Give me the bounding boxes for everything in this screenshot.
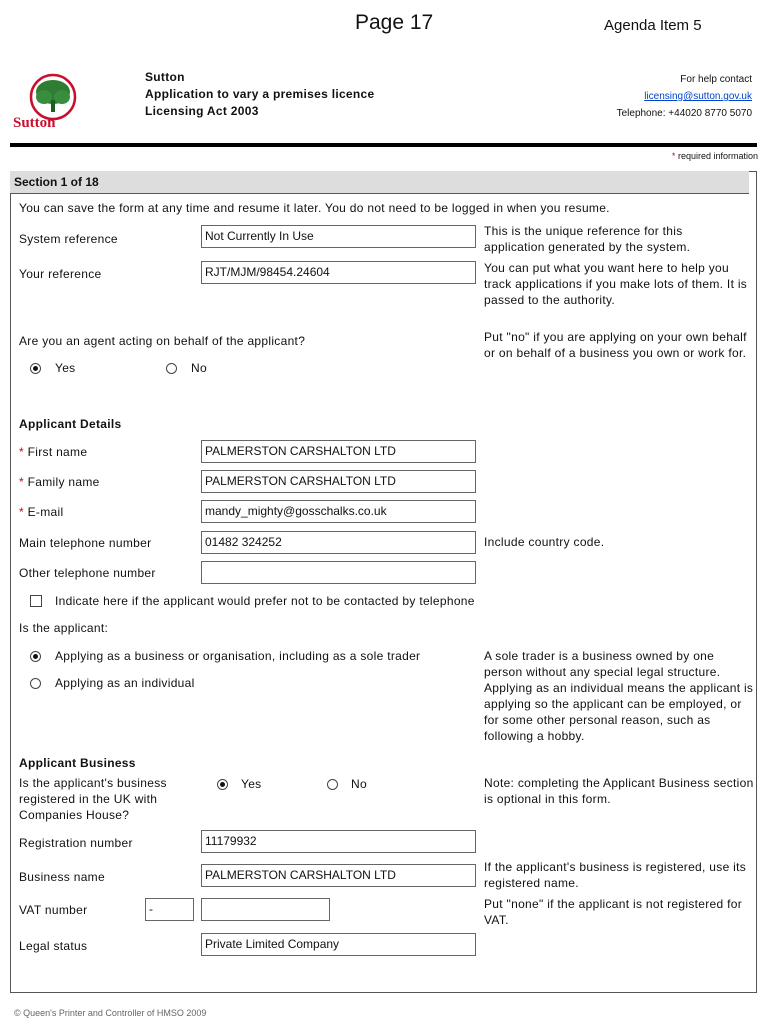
registered-question: Is the applicant's business registered in the UK with Companies House?: [19, 776, 167, 822]
vat-note: Put "none" if the applicant is not registered for VAT.: [484, 897, 743, 927]
main-phone-note: Include country code.: [484, 535, 605, 549]
vat-label: VAT number: [19, 903, 88, 917]
applicant-type-note: A sole trader is a business owned by one person without any special legal structure. Applying as an individual means the applicant is applying so the applicant can be employed, or for some other personal reason, such as following a hobby.: [484, 649, 754, 743]
applicant-type-question: Is the applicant:: [19, 621, 109, 635]
section-title: Section 1 of 18: [10, 171, 749, 194]
system-ref-input[interactable]: Not Currently In Use: [201, 225, 476, 248]
registered-yes-label: Yes: [241, 777, 262, 791]
legal-status-input[interactable]: Private Limited Company: [201, 933, 476, 956]
individual-option-label: Applying as an individual: [55, 676, 195, 690]
family-name-input[interactable]: PALMERSTON CARSHALTON LTD: [201, 470, 476, 493]
act-name: Licensing Act 2003: [145, 104, 259, 118]
council-name: Sutton: [145, 70, 185, 84]
system-ref-label: System reference: [19, 232, 118, 246]
agent-no-radio[interactable]: [166, 363, 177, 374]
applicant-details-heading: Applicant Details: [19, 417, 122, 431]
individual-radio[interactable]: [30, 678, 41, 689]
reg-number-input[interactable]: 11179932: [201, 830, 476, 853]
agent-note: Put "no" if you are applying on your own behalf or on behalf of a business you own or work for.: [484, 330, 747, 360]
other-phone-label: Other telephone number: [19, 566, 156, 580]
legal-status-label: Legal status: [19, 939, 88, 953]
your-ref-note: You can put what you want here to help you track applications if you make lots of them. It is passed to the authority.: [484, 261, 748, 307]
registered-yes-radio[interactable]: [217, 779, 228, 790]
agent-yes-label: Yes: [55, 361, 76, 375]
header-divider: [10, 143, 757, 147]
email-label: * E-mail: [19, 505, 64, 519]
tree-icon: [31, 75, 75, 119]
your-ref-input[interactable]: RJT/MJM/98454.24604: [201, 261, 476, 284]
help-contact: [617, 71, 752, 122]
business-radio[interactable]: [30, 651, 41, 662]
agent-question: Are you an agent acting on behalf of the applicant?: [19, 334, 306, 348]
page-number: Page 17: [355, 11, 434, 34]
form-title: Application to vary a premises licence: [145, 87, 375, 101]
main-phone-label: Main telephone number: [19, 536, 152, 550]
email-input[interactable]: mandy_mighty@gosschalks.co.uk: [201, 500, 476, 523]
no-phone-contact-label: Indicate here if the applicant would prefer not to be contacted by telephone: [55, 594, 475, 608]
business-name-label: Business name: [19, 870, 105, 884]
your-ref-label: Your reference: [19, 267, 102, 281]
main-phone-input[interactable]: 01482 324252: [201, 531, 476, 554]
council-logo: [11, 70, 125, 130]
vat-number-input[interactable]: [201, 898, 330, 921]
agent-yes-radio[interactable]: [30, 363, 41, 374]
applicant-business-heading: Applicant Business: [19, 756, 136, 770]
registered-no-radio[interactable]: [327, 779, 338, 790]
registered-note: Note: completing the Applicant Business section is optional in this form.: [484, 776, 754, 806]
system-ref-note: This is the unique reference for this application generated by the system.: [484, 224, 691, 254]
no-phone-contact-checkbox[interactable]: [30, 595, 42, 607]
logo-text: Sutton: [13, 115, 56, 130]
form-header: [145, 69, 375, 120]
other-phone-input[interactable]: [201, 561, 476, 584]
help-phone: Telephone: +44020 8770 5070: [616, 108, 752, 119]
footer-copyright: © Queen's Printer and Controller of HMSO 2009: [14, 1008, 207, 1018]
first-name-label: * First name: [19, 445, 88, 459]
reg-number-label: Registration number: [19, 836, 133, 850]
agent-no-label: No: [191, 361, 207, 375]
family-name-label: * Family name: [19, 475, 100, 489]
required-info-note: * required information: [671, 151, 758, 161]
vat-prefix-input[interactable]: -: [145, 898, 194, 921]
business-option-label: Applying as a business or organisation, including as a sole trader: [55, 649, 421, 663]
section-intro: You can save the form at any time and resume it later. You do not need to be logged in when you resume.: [19, 201, 610, 215]
first-name-input[interactable]: PALMERSTON CARSHALTON LTD: [201, 440, 476, 463]
help-email-link[interactable]: licensing@sutton.gov.uk: [644, 91, 752, 102]
business-name-note: If the applicant's business is registered, use its registered name.: [484, 860, 747, 890]
registered-no-label: No: [351, 777, 367, 791]
business-name-input[interactable]: PALMERSTON CARSHALTON LTD: [201, 864, 476, 887]
agenda-item: Agenda Item 5: [604, 17, 702, 34]
help-label: For help contact: [680, 74, 752, 85]
